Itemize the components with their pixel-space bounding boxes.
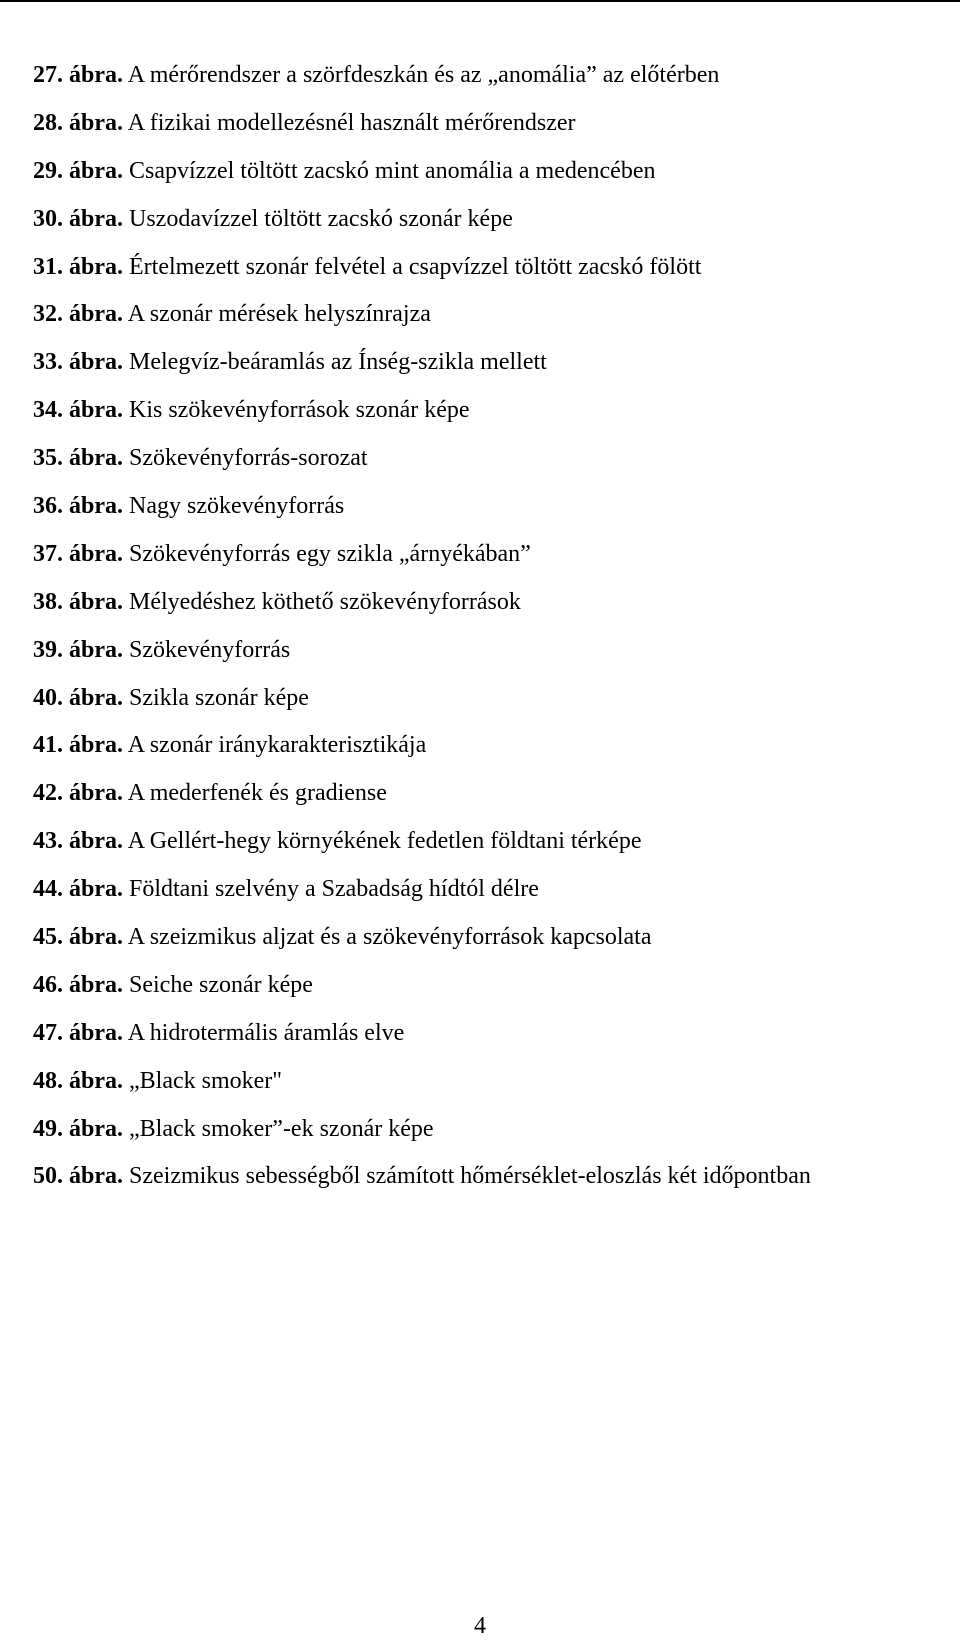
- figure-label: 39. ábra.: [33, 636, 123, 663]
- figure-caption: A szonár mérések helyszínrajza: [127, 301, 431, 328]
- figure-label: 38. ábra.: [33, 588, 123, 615]
- figure-item: [33, 435, 811, 483]
- figure-label: 49. ábra.: [33, 1115, 123, 1142]
- figure-label: 43. ábra.: [33, 828, 123, 855]
- figure-list: [33, 52, 811, 1201]
- figure-item: [33, 148, 811, 196]
- figure-label: 32. ábra.: [33, 301, 123, 328]
- figure-item: [33, 579, 811, 627]
- figure-caption: Értelmezett szonár felvétel a csapvízzel töltött zacskó fölött: [129, 253, 702, 280]
- figure-caption: A szonár iránykarakterisztikája: [127, 732, 427, 759]
- figure-caption: Kis szökevényforrások szonár képe: [129, 397, 470, 424]
- figure-caption: Melegvíz-beáramlás az Ínség-szikla mellett: [129, 349, 547, 376]
- figure-caption: A szeizmikus aljzat és a szökevényforrások kapcsolata: [127, 924, 652, 951]
- figure-item: [33, 291, 811, 339]
- figure-caption: Földtani szelvény a Szabadság hídtól délre: [129, 876, 539, 903]
- figure-item: [33, 1010, 811, 1058]
- figure-item: [33, 387, 811, 435]
- figure-item: [33, 531, 811, 579]
- figure-item: [33, 196, 811, 244]
- figure-label: 30. ábra.: [33, 205, 123, 232]
- figure-caption: A hidrotermális áramlás elve: [127, 1019, 405, 1046]
- figure-caption: Mélyedéshez köthető szökevényforrások: [129, 588, 521, 615]
- figure-caption: A fizikai modellezésnél használt mérőrendszer: [127, 109, 576, 136]
- figure-caption: A Gellért-hegy környékének fedetlen földtani térképe: [127, 828, 642, 855]
- figure-caption: Uszodavízzel töltött zacskó szonár képe: [129, 205, 513, 232]
- figure-caption: A mederfenék és gradiense: [127, 780, 387, 807]
- figure-caption: A mérőrendszer a szörfdeszkán és az „anomália” az előtérben: [127, 62, 720, 88]
- figure-caption: „Black smoker”-ek szonár képe: [129, 1115, 434, 1142]
- figure-label: 28. ábra.: [33, 109, 123, 136]
- figure-caption: Szökevényforrás egy szikla „árnyékában”: [129, 540, 531, 567]
- figure-label: 40. ábra.: [33, 684, 123, 711]
- figure-label: 27. ábra.: [33, 62, 123, 88]
- figure-label: 33. ábra.: [33, 349, 123, 376]
- figure-item: [33, 1106, 811, 1154]
- figure-item: [33, 339, 811, 387]
- figure-item: [33, 244, 811, 292]
- figure-label: 36. ábra.: [33, 493, 123, 520]
- figure-label: 29. ábra.: [33, 157, 123, 184]
- figure-caption: Szökevényforrás: [129, 636, 291, 663]
- figure-item: [33, 1153, 811, 1201]
- figure-caption: Csapvízzel töltött zacskó mint anomália a medencében: [129, 157, 656, 184]
- figure-item: [33, 52, 811, 100]
- figure-label: 50. ábra.: [33, 1163, 123, 1190]
- figure-label: 37. ábra.: [33, 540, 123, 567]
- figure-caption: Szökevényforrás-sorozat: [129, 445, 368, 472]
- figure-caption: Nagy szökevényforrás: [129, 493, 345, 520]
- figure-label: 42. ábra.: [33, 780, 123, 807]
- figure-item: [33, 483, 811, 531]
- figure-item: [33, 914, 811, 962]
- figure-label: 47. ábra.: [33, 1019, 123, 1046]
- figure-item: [33, 818, 811, 866]
- figure-item: [33, 627, 811, 675]
- figure-caption: Seiche szonár képe: [129, 971, 313, 998]
- figure-caption: Szikla szonár képe: [129, 684, 309, 711]
- figure-caption: „Black smoker": [129, 1067, 283, 1094]
- figure-item: [33, 770, 811, 818]
- figure-item: [33, 962, 811, 1010]
- figure-item: [33, 1058, 811, 1106]
- figure-label: 48. ábra.: [33, 1067, 123, 1094]
- page-number: 4: [474, 1613, 486, 1639]
- top-rule: [0, 0, 960, 2]
- figure-caption: Szeizmikus sebességből számított hőmérséklet-eloszlás két időpontban: [129, 1163, 811, 1190]
- figure-label: 34. ábra.: [33, 397, 123, 424]
- figure-item: [33, 722, 811, 770]
- figure-item: [33, 100, 811, 148]
- figure-label: 46. ábra.: [33, 971, 123, 998]
- figure-label: 35. ábra.: [33, 445, 123, 472]
- figure-label: 31. ábra.: [33, 253, 123, 280]
- figure-label: 44. ábra.: [33, 876, 123, 903]
- figure-item: [33, 866, 811, 914]
- figure-label: 45. ábra.: [33, 924, 123, 951]
- figure-label: 41. ábra.: [33, 732, 123, 759]
- figure-item: [33, 675, 811, 723]
